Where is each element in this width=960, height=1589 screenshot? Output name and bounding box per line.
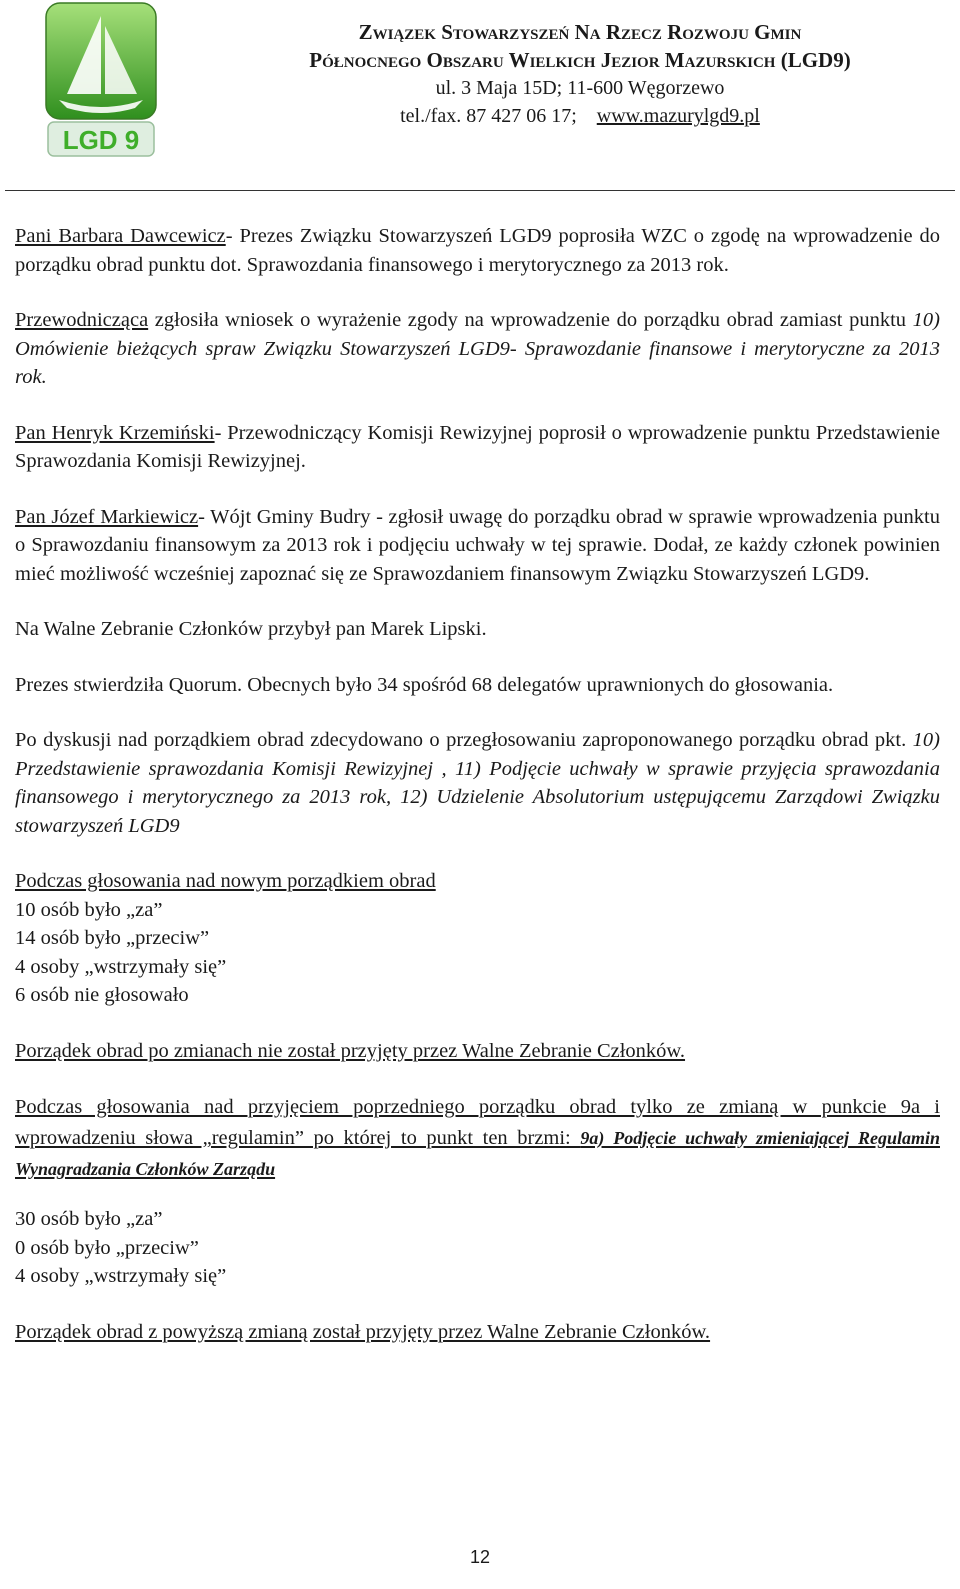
org-contact: [220, 102, 940, 130]
speaker-name: Pan Henryk Krzemiński: [15, 421, 215, 444]
org-website-link[interactable]: www.mazurylgd9.pl: [596, 105, 760, 127]
header-divider: [5, 190, 955, 191]
speaker-name: Pan Józef Markiewicz: [15, 505, 199, 528]
vote-block-1: [15, 867, 940, 1010]
paragraph-5: Na Walne Zebranie Członków przybył pan Marek Lipski.: [15, 618, 487, 640]
paragraph-7: [15, 726, 940, 840]
vote-heading-text: Podczas głosowania nad przyjęciem poprzedniego porządku obrad tylko ze zmianą w punkcie 9a i wprowadzeniu słowa „regulamin” po której to punkt ten brzmi:: [15, 1096, 940, 1149]
org-address: ul. 3 Maja 15D; 11-600 Węgorzewo: [435, 77, 725, 99]
paragraph-3: [15, 419, 940, 476]
agenda-item-bold-italic: 9a) Podjęcie uchwały zmieniającej Regulamin Wynagradzania Członków Zarządu: [15, 1128, 940, 1179]
paragraph-6: Prezes stwierdziła Quorum. Obecnych było 34 spośród 68 delegatów uprawnionych do głosowania.: [15, 673, 834, 696]
speaker-name: Przewodnicząca: [15, 309, 149, 331]
paragraph-text: - Prezes Związku Stowarzyszeń LGD9 poprosiła WZC o zgodę na wprowadzenie do porządku obrad punktu dot. Sprawozdania finansowego i merytorycznego za 2013 rok.: [15, 225, 940, 276]
paragraph-text: zgłosiła wniosek o wyrażenie zgody na wprowadzenie do porządku obrad zamiast punktu: [148, 309, 913, 331]
paragraph-text: - Wójt Gminy Budry - zgłosił uwagę do porządku obrad w sprawie wprowadzenia punktu o Sprawozdaniu finansowym za 2013 rok i podjęciu uchwały w tej sprawie. Dodał, ze każdy członek powinien mieć możliwość wcześniej zapoznać się ze Sprawozdaniem finansowym Związku Stowarzyszeń LGD9.: [15, 505, 940, 585]
vote-line: 30 osób było „za”: [15, 1208, 163, 1230]
vote-line: 14 osób było „przeciw”: [15, 927, 210, 949]
vote-result-1: Porządek obrad po zmianach nie został przyjęty przez Walne Zebranie Członków.: [15, 1039, 686, 1062]
org-phone: tel./fax. 87 427 06 17;: [400, 105, 577, 127]
vote-heading-2: [15, 1092, 940, 1185]
document-body: [15, 222, 940, 1373]
page-number: 12: [469, 1547, 491, 1567]
paragraph-text: Po dyskusji nad porządkiem obrad zdecydowano o przegłosowaniu zaproponowanego porządku obrad pkt.: [15, 729, 913, 751]
agenda-item-italic: 10) Omówienie bieżących spraw Związku Stowarzyszeń LGD9- Sprawozdanie finansowe i merytoryczne za 2013 rok.: [15, 309, 940, 388]
vote-line: 4 osoby „wstrzymały się”: [15, 955, 227, 978]
paragraph-1: [15, 222, 940, 279]
lgd9-logo: [45, 2, 157, 158]
vote-block-2: [15, 1205, 940, 1291]
vote-heading: Podczas głosowania nad nowym porządkiem obrad: [15, 870, 436, 892]
vote-line: 0 osób było „przeciw”: [15, 1236, 199, 1259]
vote-line: 6 osób nie głosowało: [15, 984, 189, 1006]
sailboat-logo-icon: [45, 2, 157, 158]
paragraph-2: [15, 306, 940, 392]
org-name-line1: Związek Stowarzyszeń Na Rzecz Rozwoju Gmin: [358, 20, 802, 44]
letterhead: [220, 18, 940, 130]
vote-result-2: Porządek obrad z powyższą zmianą został przyjęty przez Walne Zebranie Członków.: [15, 1320, 711, 1343]
agenda-items-italic: 10) Przedstawienie sprawozdania Komisji Rewizyjnej , 11) Podjęcie uchwały w sprawie przyjęcia sprawozdania finansowego i merytorycznego za 2013 rok, 12) Udzielenie Absolutorium ustępującemu Zarządowi Związku stowarzyszeń LGD9: [15, 729, 940, 837]
logo-text: LGD 9: [62, 125, 140, 155]
org-name-line2: Północnego Obszaru Wielkich Jezior Mazurskich (LGD9): [309, 48, 851, 72]
paragraph-text: - Przewodniczący Komisji Rewizyjnej poprosił o wprowadzenie punktu Przedstawienie Sprawozdania Komisji Rewizyjnej.: [15, 421, 941, 472]
speaker-name: Pani Barbara Dawcewicz: [15, 225, 226, 247]
paragraph-4: [15, 503, 940, 589]
vote-line: 10 osób było „za”: [15, 898, 163, 921]
vote-line: 4 osoby „wstrzymały się”: [15, 1265, 227, 1287]
